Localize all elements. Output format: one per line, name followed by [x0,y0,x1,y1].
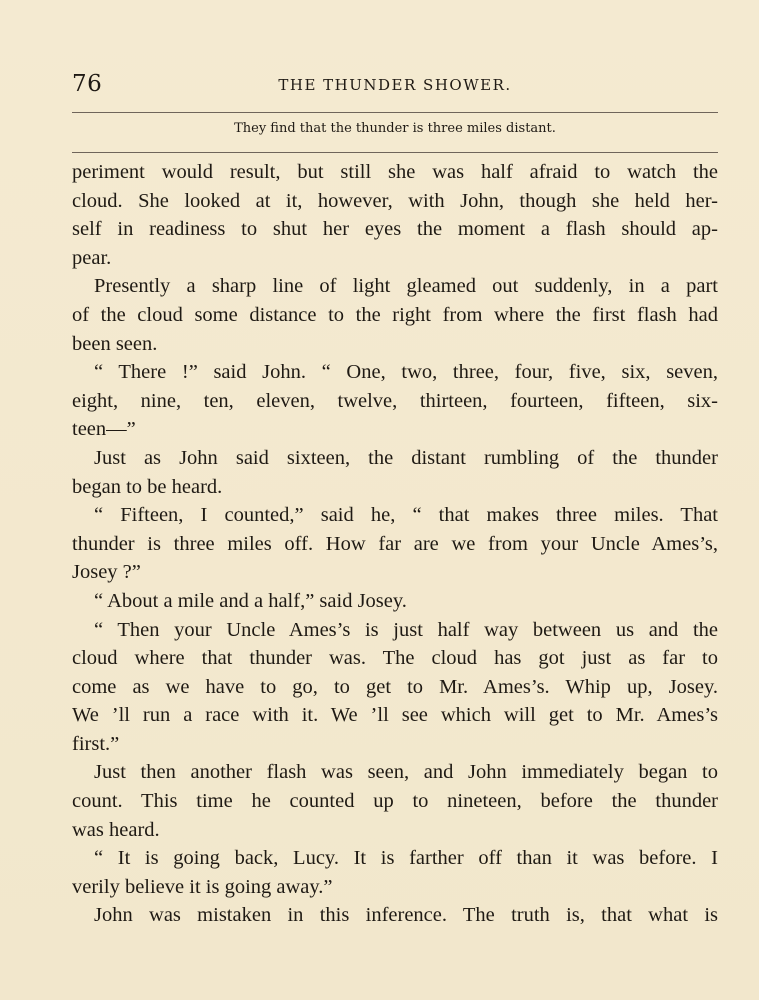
text-line: count. This time he counted up to nineteen, before the thunder [72,790,718,813]
page-header [72,71,718,99]
text-line: cloud. She looked at it, however, with John, though she held her- [72,189,718,212]
text-line: “ It is going back, Lucy. It is farther off than it was before. I [94,847,718,870]
text-line: first.” [72,732,120,755]
text-line: “ There !” said John. “ One, two, three, four, five, six, seven, [94,361,718,384]
text-line: We ’ll run a race with it. We ’ll see which will get to Mr. Ames’s [72,704,718,727]
text-line: thunder is three miles off. How far are we from your Uncle Ames’s, [72,532,718,555]
text-line: “ About a mile and a half,” said Josey. [94,589,407,612]
text-line: of the cloud some distance to the right from where the first flash had [72,303,718,326]
text-line: come as we have to go, to get to Mr. Ames’s. Whip up, Josey. [72,675,718,698]
text-line: eight, nine, ten, eleven, twelve, thirteen, fourteen, fifteen, six- [72,389,718,412]
text-line: been seen. [72,332,158,355]
illustration-caption: They find that the thunder is three miles distant. [234,121,556,136]
illustration-caption-band [72,112,718,153]
text-line: Just then another flash was seen, and John immediately began to [94,761,718,784]
text-line: verily believe it is going away.” [72,875,333,898]
text-line: Josey ?” [72,561,141,584]
text-line: Just as John said sixteen, the distant rumbling of the thunder [94,446,718,469]
body-text [72,158,718,930]
text-line: Presently a sharp line of light gleamed out suddenly, in a part [94,275,718,298]
text-line: pear. [72,246,112,269]
text-line: periment would result, but still she was half afraid to watch the [72,161,718,183]
text-line: self in readiness to shut her eyes the moment a flash should ap- [72,218,718,241]
text-line: was heard. [72,818,160,841]
text-line: “ Then your Uncle Ames’s is just half way between us and the [94,618,718,641]
page-number: 76 [72,71,103,97]
text-line: began to be heard. [72,475,223,498]
running-head: THE THUNDER SHOWER. [278,76,512,94]
text-line: John was mistaken in this inference. The truth is, that what is [94,904,718,927]
text-line: teen—” [72,418,136,441]
text-line: cloud where that thunder was. The cloud has got just as far to [72,647,718,670]
text-line: “ Fifteen, I counted,” said he, “ that makes three miles. That [94,504,718,527]
